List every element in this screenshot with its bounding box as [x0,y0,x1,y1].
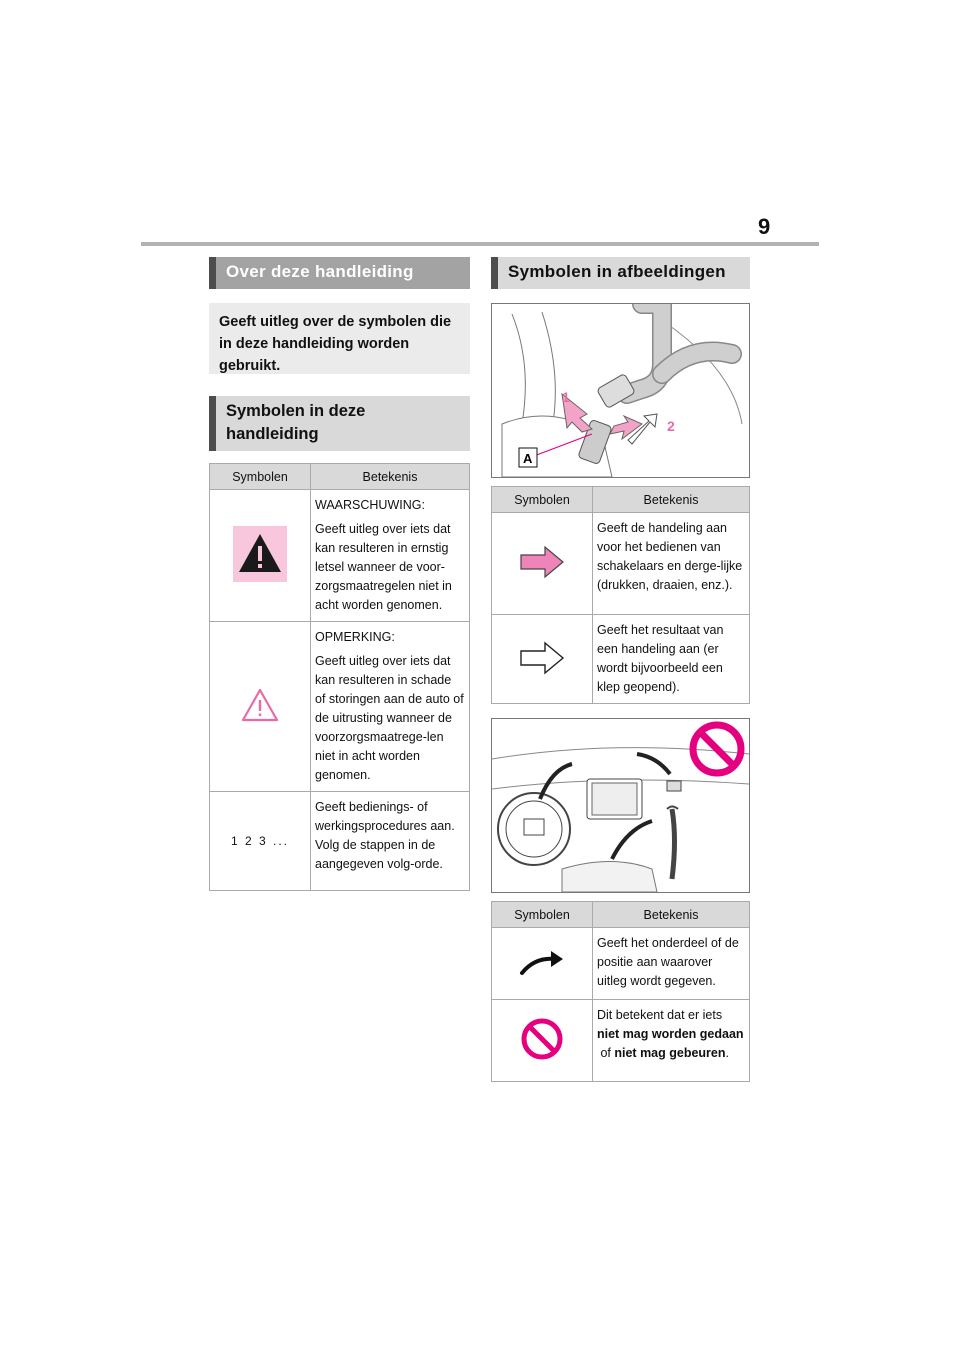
prohibition-bold-b: niet mag gebeuren [614,1046,726,1060]
outline-arrow-icon [519,641,565,675]
symbol-cell [492,1000,593,1082]
table-row [492,928,750,1000]
description-cell [311,622,470,792]
table-header-row [492,902,750,928]
column-header-symbolen: Symbolen [492,902,593,928]
seatbelt-buckle-image [492,304,749,477]
prohibition-text-a: Dit betekent dat er iets [597,1008,723,1022]
left-column [209,257,470,891]
column-header-betekenis: Betekenis [311,464,470,490]
figure-label-a: A [523,451,533,466]
symbol-cell [492,513,593,615]
steps-icon: 1 2 3 ... [230,834,290,848]
prohibition-bold-a: niet mag worden gedaan [597,1027,744,1041]
table-row [210,490,470,622]
table-header-row [210,464,470,490]
symbols-table [209,463,470,891]
table-row [492,615,750,704]
prohibition-text [597,1006,745,1063]
table-row [210,622,470,792]
symbol-cell [210,490,311,622]
dashboard-image [492,719,749,892]
column-header-symbolen: Symbolen [492,487,593,513]
warning-title: WAARSCHUWING: [315,498,425,512]
section-title-over-deze-handleiding: Over deze handleiding [209,257,470,289]
seatbelt-illustration [491,303,750,478]
figure-label-2: 2 [667,418,675,434]
subsection-title-symbolen: Symbolen in deze handleiding [209,396,470,451]
table-header-row [492,487,750,513]
dashboard-illustration [491,718,750,893]
caution-title: OPMERKING: [315,630,395,644]
intro-text: Geeft uitleg over de symbolen die in deze handleiding worden gebruikt. [209,303,470,374]
column-header-betekenis: Betekenis [593,902,750,928]
caution-text: Geeft uitleg over iets dat kan resulteren in schade of storingen aan de auto of de uitrusting wanneer de voorzorgsmaatrege-len niet in acht worden genomen. [315,654,464,782]
table-row [492,513,750,615]
description-cell [311,792,470,891]
description-cell [593,928,750,1000]
header-rule [141,242,819,246]
outline-arrow-text: Geeft het resultaat van een handeling aan (er wordt bijvoorbeeld een klep geopend). [597,623,724,694]
prohibition-text-c: . [725,1046,729,1060]
section-title-symbolen-in-afbeeldingen: Symbolen in afbeeldingen [491,257,750,289]
symbol-cell [492,615,593,704]
symbol-cell [210,622,311,792]
right-column [491,257,750,1082]
description-cell [593,513,750,615]
image-symbols-table-1 [491,486,750,704]
steps-text: Geeft bedienings- of werkingsprocedures aan. Volg de stappen in de aangegeven volg-orde. [315,800,455,871]
warning-text: Geeft uitleg over iets dat kan resulteren in ernstig letsel wanneer de voor-zorgsmaatregelen niet in acht worden genomen. [315,522,452,612]
table-row [210,792,470,891]
pink-arrow-text: Geeft de handeling aan voor het bedienen van schakelaars en derge-lijke (drukken, draaien, enz.). [597,521,743,592]
page-number: 9 [758,214,771,239]
curved-arrow-icon [519,947,565,977]
description-cell [593,1000,750,1082]
pink-arrow-icon [519,545,565,579]
column-header-symbolen: Symbolen [210,464,311,490]
warning-filled-triangle-icon [233,526,287,582]
description-cell [311,490,470,622]
curved-arrow-text: Geeft het onderdeel of de positie aan waarover uitleg wordt gegeven. [597,936,739,988]
image-symbols-table-2 [491,901,750,1082]
prohibition-text-b: of [597,1046,615,1060]
caution-outline-triangle-icon [240,687,280,723]
symbol-cell [492,928,593,1000]
description-cell [593,615,750,704]
column-header-betekenis: Betekenis [593,487,750,513]
symbol-cell [210,792,311,891]
prohibition-icon [520,1017,564,1061]
figure-label-1: 1 [562,389,570,405]
table-row [492,1000,750,1082]
